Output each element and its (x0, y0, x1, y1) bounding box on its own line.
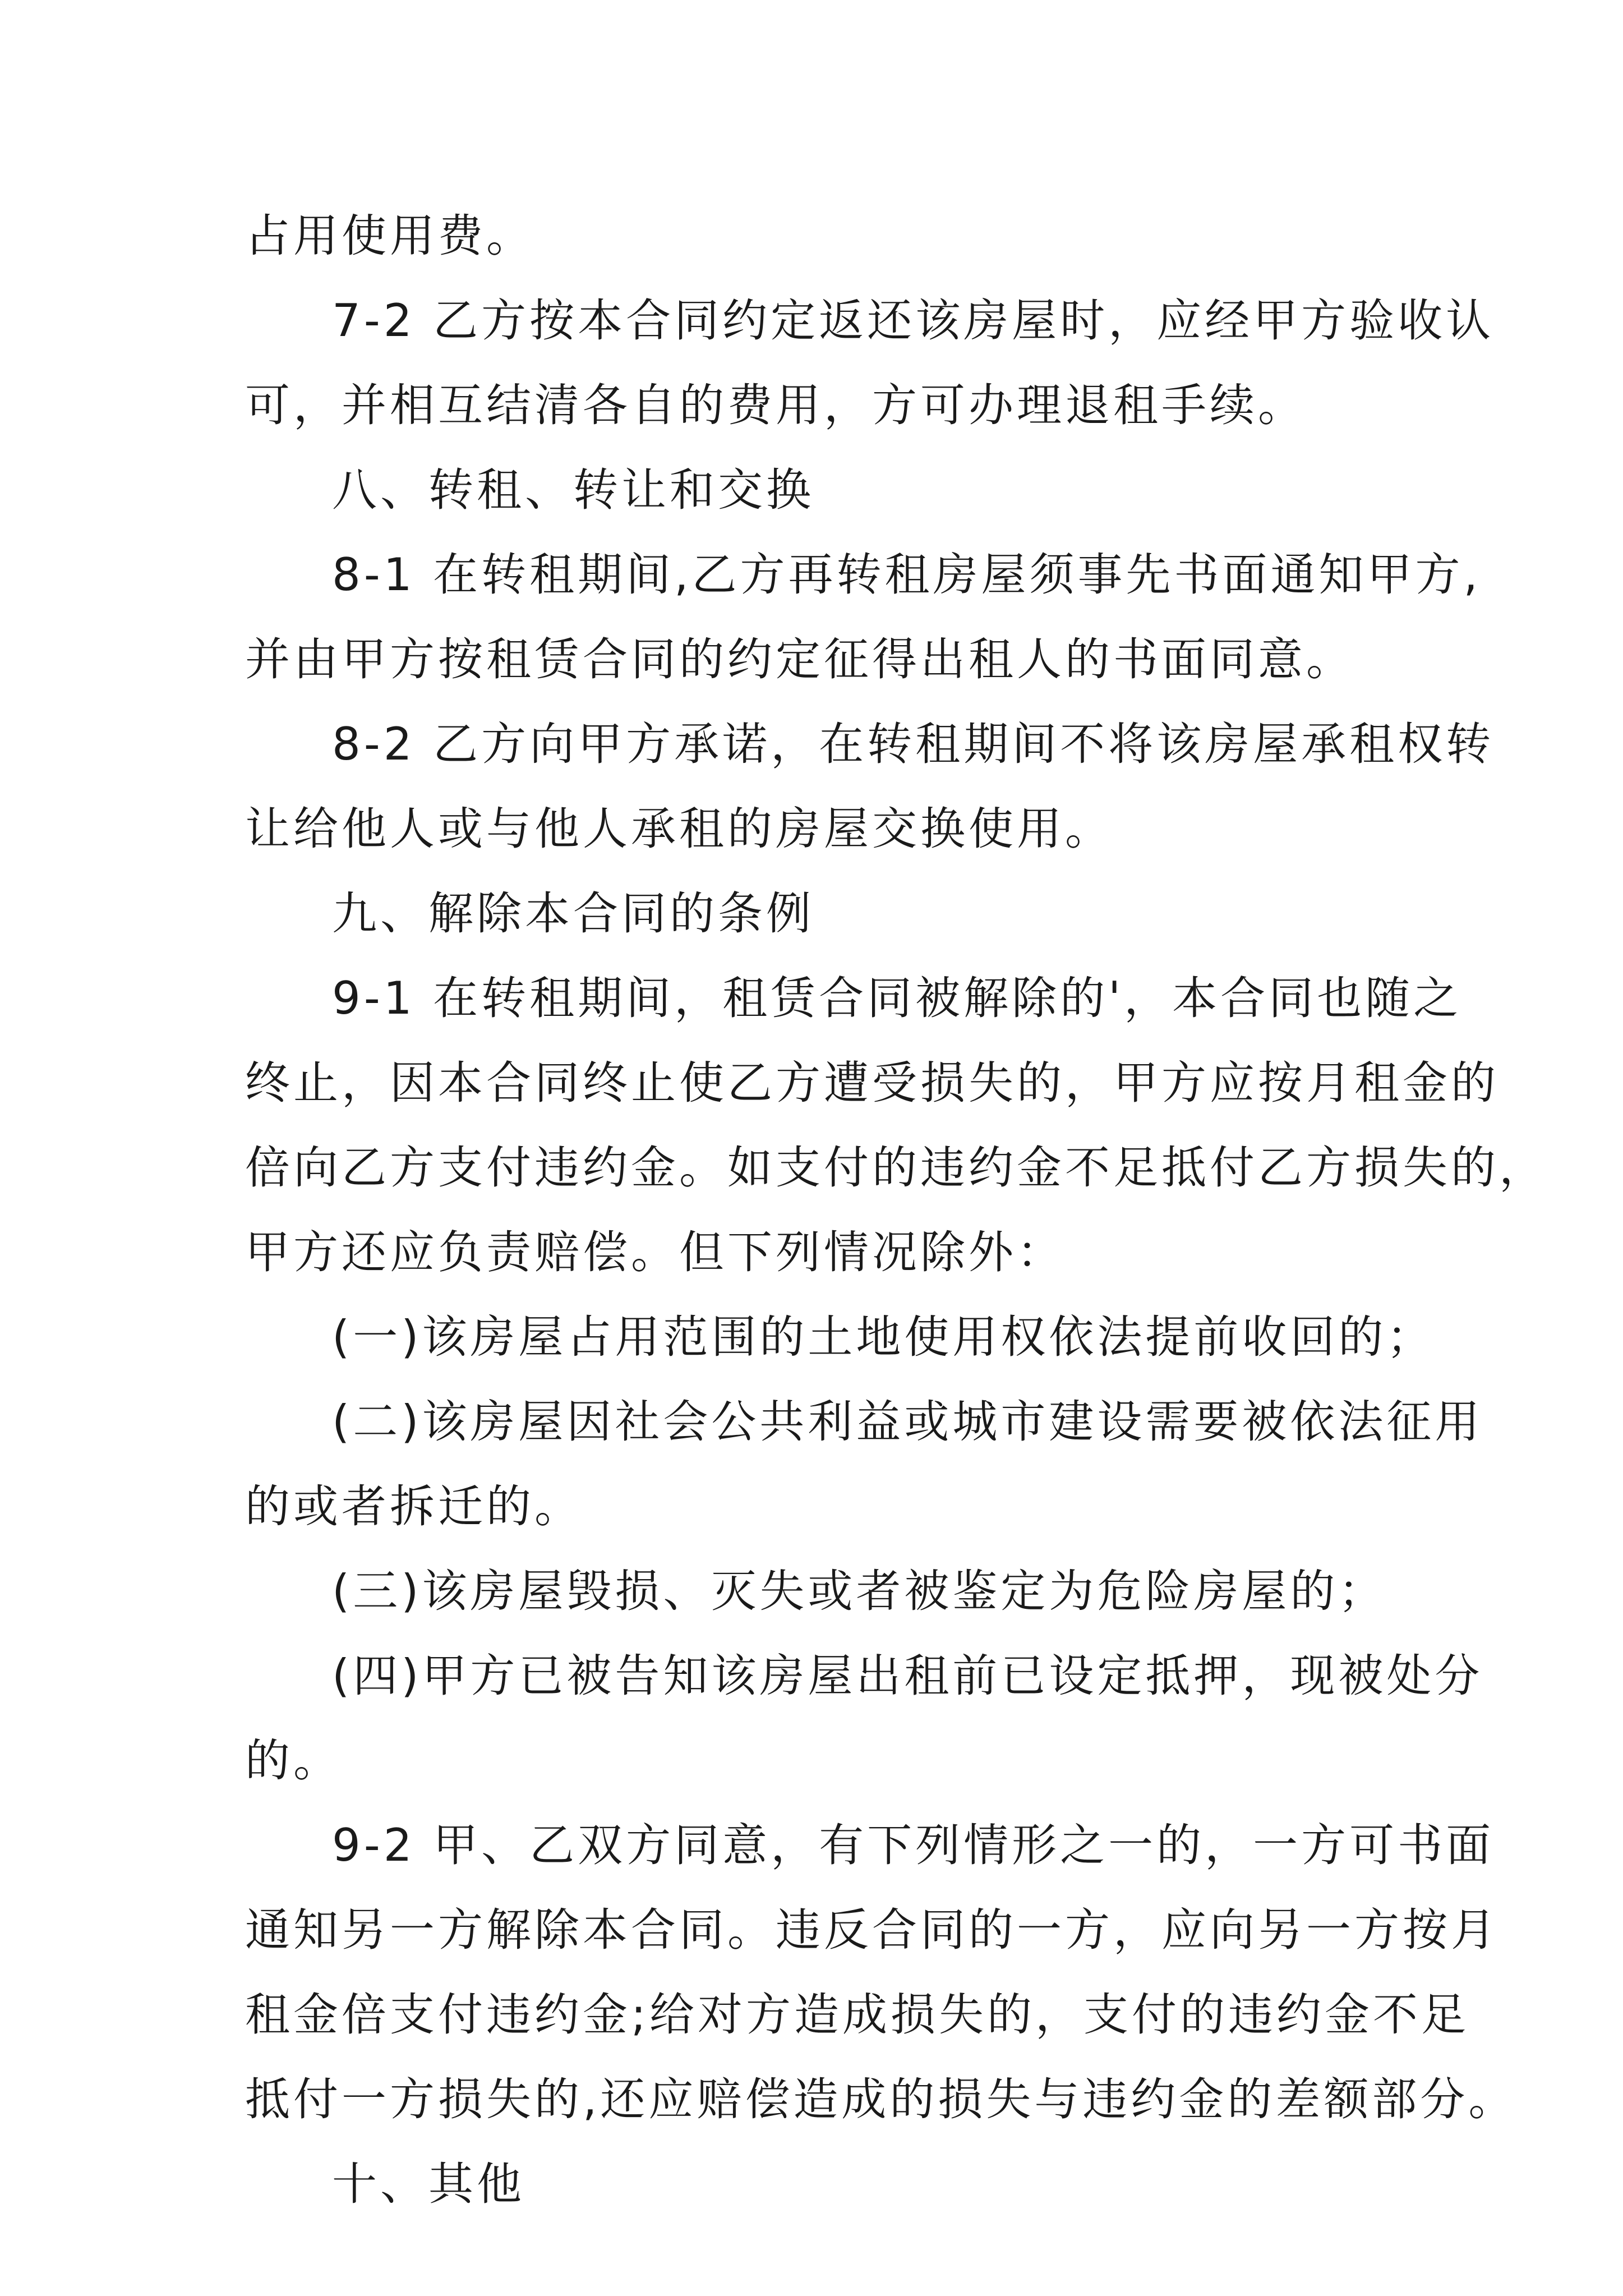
text-line: 终止，因本合同终止使乙方遭受损失的，甲方应按月租金的 (245, 1057, 1499, 1109)
text-line: 通知另一方解除本合同。违反合同的一方，应向另一方按月 (245, 1904, 1499, 1956)
document-body (245, 194, 1547, 2226)
text-line: (三)该房屋毁损、灭失或者被鉴定为危险房屋的； (332, 1565, 1387, 1617)
text-line: 并由甲方按租赁合同的约定征得出租人的书面同意。 (245, 633, 1354, 685)
text-line: 7-2 乙方按本合同约定返还该房屋时，应经甲方验收认 (332, 295, 1495, 347)
text-line: 占用使用费。 (245, 210, 534, 262)
text-line: (二)该房屋因社会公共利益或城市建设需要被依法征用 (332, 1396, 1483, 1448)
text-line: 让给他人或与他人承租的房屋交换使用。 (245, 803, 1113, 855)
text-line: (四)甲方已被告知该房屋出租前已设定抵押，现被处分 (332, 1650, 1483, 1702)
text-line: 9-2 甲、乙双方同意，有下列情形之一的，一方可书面 (332, 1819, 1495, 1871)
text-line: 8-2 乙方向甲方承诺，在转租期间不将该房屋承租权转 (332, 718, 1495, 770)
text-line: 8-1 在转租期间,乙方再转租房屋须事先书面通知甲方, (332, 549, 1481, 601)
text-line: 的或者拆迁的。 (245, 1480, 583, 1533)
text-line: 甲方还应负责赔偿。但下列情况除外： (245, 1226, 1065, 1278)
text-line: 倍向乙方支付违约金。如支付的违约金不足抵付乙方损失的， (245, 1142, 1547, 1194)
section-heading: 十、其他 (332, 2158, 525, 2210)
text-line: 抵付一方损失的,还应赔偿造成的损失与违约金的差额部分。 (245, 2073, 1517, 2125)
text-line: 租金倍支付违约金;给对方造成损失的，支付的违约金不足 (245, 1989, 1469, 2041)
text-line: 的。 (245, 1734, 342, 1787)
text-line: 9-1 在转租期间，租赁合同被解除的'，本合同也随之 (332, 972, 1462, 1024)
text-line: 可，并相互结清各自的费用，方可办理退租手续。 (245, 379, 1306, 431)
section-heading: 九、解除本合同的条例 (332, 887, 814, 940)
text-line: (一)该房屋占用范围的土地使用权依法提前收回的； (332, 1311, 1435, 1363)
section-heading: 八、转租、转让和交换 (332, 464, 814, 516)
